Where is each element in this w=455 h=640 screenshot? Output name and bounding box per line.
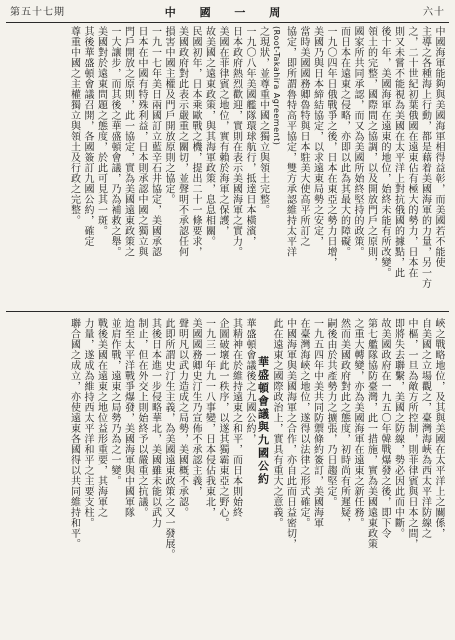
text-column: 第七艦隊協防臺灣，此一措施，實為美國遠東政策 <box>365 318 377 549</box>
section-divider <box>6 311 449 312</box>
text-column: 當時美國國務卿魯特與日本駐美大使高平所訂之 <box>298 26 309 247</box>
text-column: 中國海軍能夠與美國海軍相得益彰，而美國若不能使 <box>433 26 444 268</box>
text-column: 一九〇四年日俄戰爭之後，日本在東亞之勢力日增， <box>325 26 336 268</box>
text-column: 華盛頓會議後之九國公約， <box>244 318 255 444</box>
text-column: 故美國之遠東政策，與其海軍政策，息息相關。 <box>203 26 215 247</box>
text-column: 其後日本進一步侵略華北，美國雖未能以武力 <box>149 318 161 528</box>
text-column: 並肩作戰，遠東之局勢乃為之一變。 <box>109 318 120 486</box>
text-column: 美國乃與日本締結協定，以求遠東局勢之安定， <box>311 26 323 247</box>
text-column: 則又未嘗不能視為美國在太平洋上對抗俄國的據點，此 <box>392 26 404 278</box>
text-column: 在臺灣海峽之地位，遂得以法律之形式確定。 <box>298 318 309 528</box>
top-text-band <box>10 26 445 306</box>
text-column: 中國海軍與美國海軍之合作，亦自此而日益密切， <box>284 318 296 549</box>
text-column: 一九一七年美日兩國訂立藍辛石井協定，美國承認 <box>149 26 161 257</box>
text-column: 戰後美國在遠東之地位益形重要，其海軍之 <box>95 318 107 518</box>
issue-number: 第五十七期 <box>10 7 65 18</box>
inline-note: (Root-Takahira Agreement) <box>272 26 281 146</box>
text-column: 企圖破壞此一秩序，以遂其獨霸東亞之野心。 <box>217 318 228 528</box>
text-column: 之，二十世紀初葉俄國在遠東佔有極大的勢力，日本在 <box>406 26 417 278</box>
text-column: 峽之戰略地位，及其與美國在太平洋上之關係， <box>433 318 444 539</box>
text-column: 中樞，一旦為敵方所控制，則菲律賓與日本之間， <box>406 318 417 549</box>
text-column: 力量，遂成為維持西太平洋和平之主要支柱。 <box>82 318 93 528</box>
text-column: 嗣後由於共產勢力之擴張，乃日趨堅定。 <box>325 318 336 507</box>
page-number: 六十 <box>423 7 445 18</box>
text-column: 美國在菲律賓之地位，實有賴於海軍之保護， <box>217 26 228 236</box>
text-column: 聲明凡以武力造成之局勢，美國概不承認。 <box>176 318 188 518</box>
text-column: 領土的完整，國際間之協調，以及開放門戶之原則， <box>365 26 377 268</box>
text-column: 一九三一年九一八事變，日本侵佔我東北， <box>203 318 215 518</box>
text-column: 民國初年，日本乘歐戰之機，提出二十一條要求， <box>190 26 201 257</box>
bottom-text-band <box>10 318 445 632</box>
page-header <box>6 4 449 23</box>
text-column: 一九五四年中美共同防禦條約簽訂，美國海軍 <box>311 318 323 528</box>
text-column: 然而美國政府對此之態度，初時尚有所遲疑， <box>338 318 350 528</box>
text-column: 國家所共同承認，而又為美國所始終堅持的政策。 <box>352 26 363 257</box>
publication-title: 中 國 一 周 <box>164 6 291 19</box>
text-column: 美國對於遠東問題之態度，於此可見其一斑。 <box>95 26 107 236</box>
text-column: 之現狀，並尊重中國之獨立與領土完整。 <box>257 26 269 215</box>
text-column: 尊重中國之主權獨立與領土及行政之完整。 <box>68 26 80 226</box>
text-column: 美國國務卿史汀生乃宣佈不承認主義， <box>190 318 201 497</box>
text-column: 制止，但在外交上則始終予以嚴重之抗議。 <box>136 318 147 518</box>
text-column: 日本政府熱烈歡迎，實則在表示美國海軍之實力。 <box>230 26 242 257</box>
text-column: 自美國之立場觀之，臺灣海峽為西太平洋防線之 <box>419 318 431 539</box>
text-column: 聯合國之成立，亦使遠東各國得以共同維持和平。 <box>68 318 80 549</box>
text-column: 即將失去聯繫，美國之防線，勢必因此而中斷。 <box>392 318 404 539</box>
text-column: 此在遠東之國際政治上，實具有重大之意義。 <box>271 318 282 528</box>
text-column: 日本在中國有特殊利益，日本則承認中國之獨立與 <box>136 26 147 257</box>
text-column: 損害中國主權及門戶開放原則之協定。 <box>163 26 174 205</box>
text-column: 門戶開放之原則，此一協定，實為美國遠東政策之 <box>122 26 134 257</box>
text-column: 一九〇八年美國艦隊環球航行，抵達日本橫濱， <box>244 26 255 247</box>
text-column: 其精神在於維持遠東之和平，而日本則始終 <box>230 318 242 518</box>
text-column: 一大讓步，而其後之華盛頓會議，乃為補救之舉。 <box>109 26 120 257</box>
text-column: 其後華盛頓會議召開，各國簽訂九國公約，確定 <box>82 26 93 247</box>
text-column: 主導之各種海上行動，都是藉着美國海軍的力量，另一方 <box>419 26 431 289</box>
text-column: 故美國政府在一九五〇年韓戰爆發之後，即下令 <box>379 318 390 539</box>
text-column: 而日本在遠東之侵略，亦即以此為其最大的障礙。 <box>338 26 350 257</box>
text-column: 協定，即所謂魯特高平協定，雙方承認維持太平洋 <box>284 26 296 257</box>
text-column: 之重大轉變，亦為美國海軍在遠東之新任務。 <box>352 318 363 528</box>
text-column: 後十年，美國海軍在遠東的地位，始終未能有所改變。 <box>379 26 390 278</box>
section-title: 華盛頓會議與九國公約 <box>256 356 270 486</box>
text-column: 此即所謂史汀生主義，為美國遠東政策之又一發展。 <box>163 318 174 560</box>
text-column: 迨至太平洋戰爭爆發，美國海軍與中國軍隊 <box>122 318 134 518</box>
text-column: 美國政府對此表示嚴重之關切，並聲明不承認任何 <box>176 26 188 257</box>
